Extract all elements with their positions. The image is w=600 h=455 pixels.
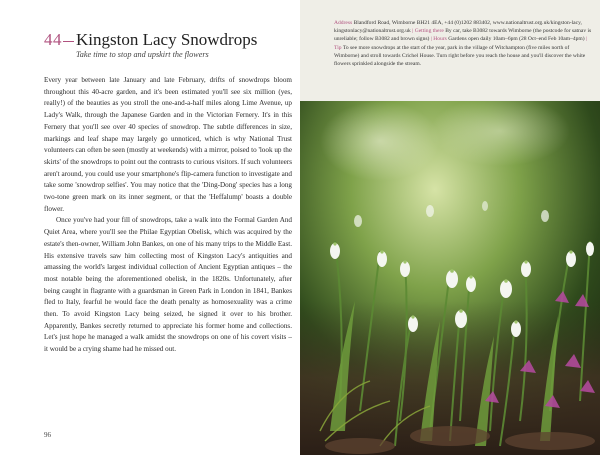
- hours-label: Hours: [433, 36, 447, 43]
- hours-text: Gardens open daily 10am–6pm (28 Oct–end Feb 10am–4pm): [448, 36, 585, 43]
- body-text: [44, 75, 292, 356]
- separator: |: [412, 28, 414, 35]
- page-subtitle: Take time to stop and upskirt the flowers: [76, 50, 209, 59]
- paragraph-1: Every year between late January and late February, drifts of snowdrops bloom throughout this 40-acre garden, and it's been estimated you'll see six million (yes, really!) of the beauties as you stroll the one-and-a-half miles along Lime Avenue, up Lady's Walk, through the Japanese Garden and in the Victorian Fernery. It's in this Fernery that you'll see over 40 species of snowdrop. The subtle differences in size, markings and leaf shape may largely go unnoticed, which is why National Trust volunteers can often be seen (mostly at weekends) with a mirror, poised to 'look up the skirts' of the snowdrops to point out the contrasts to curious visitors. If such volunteers aren't around, you could use your smartphone's flip-camera function to investigate and take some 'snowdrop selfies'. You may notice that the 'Ding-Dong' species has a long two-tone green mark on its inner segment, or that the 'Heffalump' boasts a double flower.: [44, 76, 292, 213]
- getting-there-label: Getting there: [414, 28, 444, 35]
- tip-text: To see more snowdrops at the start of the year, park in the village of Witchampton (five miles north of Wimborne) and stroll towards Crichel House. Turn right before you reach the house and you'll discover the white flowers sprinkled alongside the stream.: [334, 44, 586, 68]
- separator: |: [585, 36, 588, 43]
- separator: |: [430, 36, 432, 43]
- title-row: [44, 30, 294, 50]
- snowdrops-illustration: [300, 101, 600, 455]
- paragraph-2: Once you've had your fill of snowdrops, take a walk into the Formal Garden And Quiet Area, where you'll see the Philae Egyptian Obelisk, which was acquired by the estate's then-owner, William John Bankes, on one of his many trips to the Middle East. His extensive travels saw him collecting most of Kingston Lacy's antiquities and amassing the world's largest individual collection of Ancient Egyptian antiques – the most notable being the aforementioned obelisk, in the 1820s. Unfortunately, after being caught in flagrante with a guardsman in Green Park in London in 1841, Bankes fled to Italy, fearful he would face the death penalty as homosexuality was a crime then. To avoid Kingston Lacy being seized, he signed it over to his brother. Apparently, Bankes secretly returned to appreciate his former home and collections. Let's just hope he managed a walk amidst the snowdrops on one of his covert visits – it would be a crying shame had he missed out.: [44, 216, 292, 354]
- snowdrops-photo: [300, 101, 600, 455]
- tip-label: Tip: [334, 44, 342, 51]
- address-text: Blandford Road, Wimborne BH21 4EA, +44 (0)1202 883402, www.nationaltrust.org.uk/kingston-lacy, kingstonlacy@nationaltrust.org.uk: [334, 20, 582, 35]
- address-label: Address: [334, 20, 353, 26]
- page-label: 44: [44, 30, 62, 49]
- page-title: Kingston Lacy Snowdrops: [76, 30, 258, 49]
- page-label-rule: [63, 41, 74, 42]
- getting-there-text: By car, take B3082 towards Wimborne (the postcode for satnav is unreliable; follow B3082 and brown signs): [334, 28, 592, 43]
- info-block: [334, 19, 592, 68]
- page-number: 96: [44, 431, 51, 439]
